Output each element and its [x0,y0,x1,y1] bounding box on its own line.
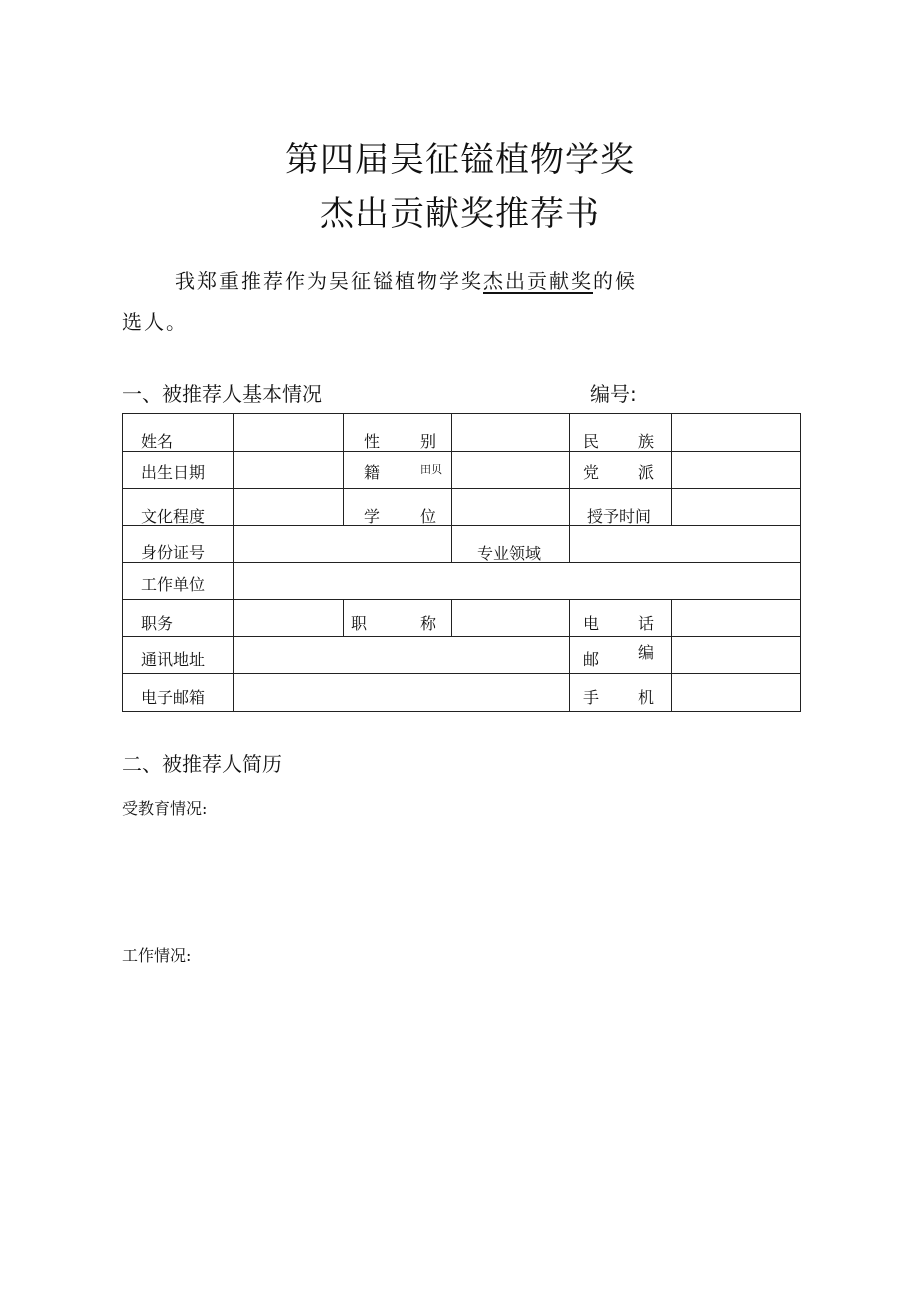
label-party-a: 党 [583,463,600,482]
table-line [569,599,570,636]
education-label: 受教育情况: [122,799,208,818]
document-title-line1: 第四届吴征镒植物学奖 [285,140,635,180]
section1-heading: 一、被推荐人基本情况 [122,382,322,406]
table-line [122,525,801,526]
label-mobile-b: 机 [638,688,655,707]
label-degree-a: 学 [364,507,381,526]
label-phone-b: 话 [638,614,655,633]
label-native-b: 田贝 [420,463,442,476]
label-zip-b: 编 [638,643,655,662]
table-line [451,525,452,562]
table-line [569,525,570,562]
label-email: 电子邮箱 [141,688,206,707]
table-line [122,413,123,711]
label-party-b: 派 [638,463,655,482]
table-line [343,599,344,636]
label-title-a: 职 [351,614,368,633]
table-line [569,636,570,711]
label-workplace: 工作单位 [141,575,206,594]
label-address: 通讯地址 [141,650,206,669]
table-line [122,413,801,414]
table-line [122,488,801,489]
table-line [343,413,344,525]
table-line [671,599,672,636]
label-name: 姓名 [141,432,174,451]
table-line [122,451,801,452]
intro-line2: 选人。 [122,310,188,334]
table-line [122,562,801,563]
document-title-line2: 杰出贡献奖推荐书 [320,194,600,234]
table-line [800,413,801,711]
label-grant-time: 授予时间 [587,507,652,526]
table-line [122,673,801,674]
table-line [569,413,570,525]
table-line [122,599,801,600]
label-title-b: 称 [420,614,437,633]
label-native-a: 籍 [364,463,381,482]
label-ethnic-a: 民 [583,432,600,451]
table-line [671,636,672,711]
table-line [451,599,452,636]
intro-line1 [175,265,637,294]
intro-suffix: 的候 [593,269,637,293]
table-line [122,636,801,637]
work-label: 工作情况: [122,946,192,965]
table-line [671,413,672,525]
number-label: 编号: [590,382,637,406]
intro-award: 杰出贡献奖 [483,269,593,293]
label-education: 文化程度 [141,507,206,526]
section2-heading: 二、被推荐人简历 [122,752,282,776]
label-degree-b: 位 [420,507,437,526]
label-field: 专业领域 [477,544,542,563]
table-line [233,413,234,711]
label-mobile-a: 手 [583,688,600,707]
label-gender-a: 性 [364,432,381,451]
table-line [122,711,801,712]
label-zip-a: 邮 [583,650,600,669]
label-id-number: 身份证号 [141,543,206,562]
label-post: 职务 [141,614,174,633]
label-ethnic-b: 族 [638,432,655,451]
table-line [451,413,452,525]
label-phone-a: 电 [583,614,600,633]
label-gender-b: 别 [420,432,437,451]
label-birth: 出生日期 [141,463,206,482]
intro-prefix: 我郑重推荐作为吴征镒植物学奖 [175,269,483,293]
